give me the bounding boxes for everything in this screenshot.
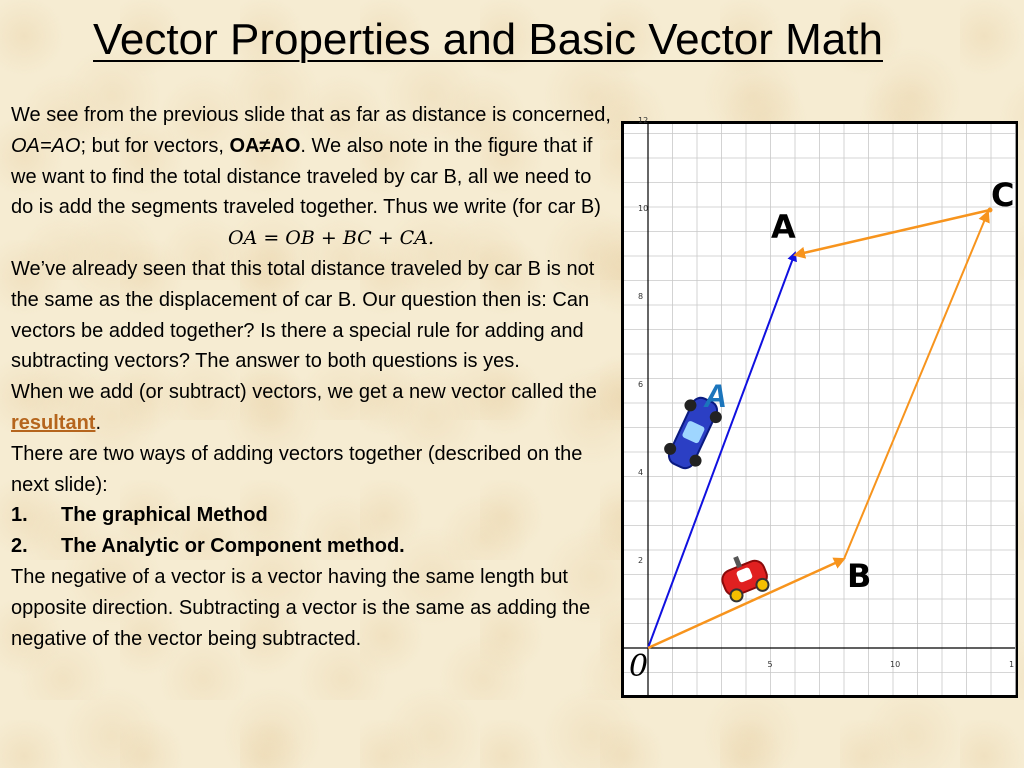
- paragraph-2: We’ve already seen that this total distance traveled by car B is not the same as the displacement of car B. Our question then is: Can vectors be added together? Is there a special rule for adding and subtracting vectors? The answer to both questions is yes.: [11, 257, 595, 373]
- resultant-link[interactable]: resultant: [11, 411, 96, 434]
- paragraph-5: The negative of a vector is a vector having the same length but opposite direction. Subtracting a vector is the same as adding the negative of the vector being subtracted.: [11, 565, 591, 650]
- vector-diagram: [621, 116, 1018, 698]
- origin-label: 0: [629, 649, 649, 684]
- oa-not-equal-ao: OA≠AO: [229, 134, 301, 157]
- y-tick-label: 4: [638, 468, 644, 477]
- paragraph-3: When we add (or subtract) vectors, we get a new vector called the resultant.: [11, 381, 597, 434]
- y-tick-label: 8: [638, 292, 644, 301]
- method-item-1: 1. The graphical Method: [11, 504, 268, 527]
- vector-figure: [621, 116, 1018, 698]
- paragraph-4: There are two ways of adding vectors together (described on the next slide):: [11, 442, 583, 496]
- paragraph-1: We see from the previous slide that as far as distance is concerned, OA=AO; but for vectors, OA≠AO. We also note in the figure that if we want to find the total distance traveled by car B, all we need to do is add the segments traveled together. Thus we write (for car B): [11, 104, 611, 219]
- y-tick-label: 10: [638, 204, 649, 213]
- vector-A-label: A: [704, 378, 728, 414]
- point-A-label: A: [771, 208, 796, 246]
- equation: OA = OB + BC + CA.: [228, 227, 434, 250]
- x-tick-label: 5: [767, 660, 773, 669]
- slide-title: Vector Properties and Basic Vector Math: [93, 15, 883, 64]
- x-tick-label: 1: [1009, 660, 1015, 669]
- y-tick-label: 2: [638, 556, 644, 565]
- method-item-2: 2. The Analytic or Component method.: [11, 535, 405, 558]
- point-C-label: C: [991, 176, 1015, 214]
- point-B-label: B: [847, 557, 872, 595]
- y-tick-label: 6: [638, 380, 644, 389]
- oa-equals-ao: OA=AO: [11, 134, 81, 157]
- x-tick-label: 10: [890, 660, 901, 669]
- body-text: [11, 100, 611, 654]
- y-tick-label: 12: [638, 116, 649, 125]
